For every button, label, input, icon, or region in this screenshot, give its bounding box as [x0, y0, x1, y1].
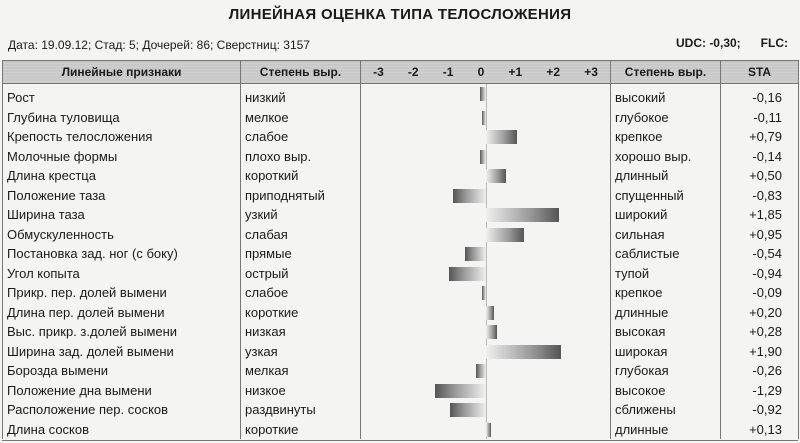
header-low-degree: Степень выр. [241, 61, 361, 84]
deviation-bar [465, 247, 486, 261]
sta-value: -0,14 [721, 147, 799, 167]
high-degree: тупой [611, 264, 721, 284]
trait-name: Ширина таза [3, 205, 241, 225]
table-bottom-border [2, 440, 798, 441]
scale-tick-label: +3 [584, 65, 598, 79]
table-row [3, 400, 799, 420]
sta-value: -0,83 [721, 186, 799, 206]
scale-tick-label: +1 [508, 65, 523, 79]
scale-labels [361, 65, 610, 79]
deviation-bar [486, 208, 559, 222]
trait-name: Обмускуленность [3, 225, 241, 245]
trait-name: Молочные формы [3, 147, 241, 167]
deviation-bar-cell [361, 381, 611, 401]
deviation-bar [486, 325, 497, 339]
low-degree: короткие [241, 303, 361, 323]
deviation-bar-cell [361, 84, 611, 108]
header-sta: STA [721, 61, 799, 84]
trait-name: Прикр. пер. долей вымени [3, 283, 241, 303]
deviation-bar-cell [361, 127, 611, 147]
table-row [3, 147, 799, 167]
deviation-bar-cell [361, 400, 611, 420]
deviation-bar [480, 150, 486, 164]
low-degree: узкая [241, 342, 361, 362]
low-degree: мелкое [241, 108, 361, 128]
sta-value: -0,54 [721, 244, 799, 264]
trait-name: Положение таза [3, 186, 241, 206]
deviation-bar [476, 364, 486, 378]
header-row [3, 61, 799, 84]
table-row [3, 244, 799, 264]
low-degree: короткие [241, 420, 361, 440]
table-row [3, 225, 799, 245]
low-degree: раздвинуты [241, 400, 361, 420]
table-row [3, 283, 799, 303]
trait-name: Глубина туловища [3, 108, 241, 128]
deviation-bar-cell [361, 342, 611, 362]
trait-name: Угол копыта [3, 264, 241, 284]
table-row [3, 264, 799, 284]
trait-name: Борозда вымени [3, 361, 241, 381]
low-degree: плохо выр. [241, 147, 361, 167]
deviation-bar-cell [361, 225, 611, 245]
high-degree: саблистые [611, 244, 721, 264]
deviation-bar [482, 286, 486, 300]
trait-name: Ширина зад. долей вымени [3, 342, 241, 362]
sta-value: +0,50 [721, 166, 799, 186]
scale-tick-label: -1 [442, 65, 454, 79]
report-meta: Дата: 19.09.12; Стад: 5; Дочерей: 86; Сверстниц: 3157 [8, 38, 310, 52]
sta-value: +0,28 [721, 322, 799, 342]
deviation-bar [486, 423, 491, 437]
trait-name: Положение дна вымени [3, 381, 241, 401]
table-row [3, 186, 799, 206]
sta-value: -0,94 [721, 264, 799, 284]
deviation-bar-cell [361, 420, 611, 440]
deviation-bar [486, 130, 517, 144]
high-degree: длинные [611, 420, 721, 440]
high-degree: высокий [611, 84, 721, 108]
sta-value: +0,95 [721, 225, 799, 245]
scale-tick-label: 0 [477, 65, 485, 79]
high-degree: крепкое [611, 283, 721, 303]
deviation-bar-cell [361, 186, 611, 206]
sta-value: -0,09 [721, 283, 799, 303]
high-degree: длинный [611, 166, 721, 186]
scale-tick-label: -3 [373, 65, 384, 79]
high-degree: длинные [611, 303, 721, 323]
high-degree: сильная [611, 225, 721, 245]
low-degree: прямые [241, 244, 361, 264]
high-degree: высокое [611, 381, 721, 401]
deviation-bar-cell [361, 147, 611, 167]
table-row [3, 342, 799, 362]
deviation-bar-cell [361, 322, 611, 342]
low-degree: низкая [241, 322, 361, 342]
high-degree: спущенный [611, 186, 721, 206]
trait-name: Длина пер. долей вымени [3, 303, 241, 323]
trait-name: Длина крестца [3, 166, 241, 186]
deviation-bar-cell [361, 108, 611, 128]
trait-name: Выс. прикр. з.долей вымени [3, 322, 241, 342]
table-row [3, 84, 799, 108]
sta-value: +0,13 [721, 420, 799, 440]
sta-value: -0,11 [721, 108, 799, 128]
low-degree: низкое [241, 381, 361, 401]
high-degree: глубокая [611, 361, 721, 381]
trait-name: Длина сосков [3, 420, 241, 440]
low-degree: слабое [241, 283, 361, 303]
table-row [3, 420, 799, 440]
high-degree: глубокое [611, 108, 721, 128]
deviation-bar-cell [361, 166, 611, 186]
table-row [3, 303, 799, 323]
deviation-bar [482, 111, 486, 125]
header-scale [361, 61, 611, 84]
deviation-bar-cell [361, 303, 611, 323]
low-degree: острый [241, 264, 361, 284]
report-title: ЛИНЕЙНАЯ ОЦЕНКА ТИПА ТЕЛОСЛОЖЕНИЯ [228, 6, 572, 23]
low-degree: слабое [241, 127, 361, 147]
sta-value: +0,79 [721, 127, 799, 147]
udc-flc: UDC: -0,30; FLC: [675, 36, 788, 50]
deviation-bar-cell [361, 205, 611, 225]
deviation-bar [486, 169, 506, 183]
deviation-bar [435, 384, 486, 398]
high-degree: широкий [611, 205, 721, 225]
low-degree: узкий [241, 205, 361, 225]
high-degree: высокая [611, 322, 721, 342]
table-row [3, 381, 799, 401]
deviation-bar-cell [361, 361, 611, 381]
low-degree: мелкая [241, 361, 361, 381]
deviation-bar-cell [361, 283, 611, 303]
trait-name: Крепость телосложения [3, 127, 241, 147]
scale-tick-label: -2 [407, 65, 419, 79]
low-degree: приподнятый [241, 186, 361, 206]
sta-value: -0,26 [721, 361, 799, 381]
header-trait: Линейные признаки [3, 61, 241, 84]
table-row [3, 108, 799, 128]
low-degree: низкий [241, 84, 361, 108]
deviation-bar [450, 403, 486, 417]
header-high-degree: Степень выр. [611, 61, 721, 84]
high-degree: хорошо выр. [611, 147, 721, 167]
table-row [3, 361, 799, 381]
table-row [3, 166, 799, 186]
linear-evaluation-table [2, 60, 799, 439]
deviation-bar [486, 345, 561, 359]
scale-tick-label: +2 [546, 65, 561, 79]
sta-value: +1,85 [721, 205, 799, 225]
deviation-bar-cell [361, 264, 611, 284]
sta-value: -0,16 [721, 84, 799, 108]
trait-name: Постановка зад. ног (с боку) [3, 244, 241, 264]
trait-name: Расположение пер. сосков [3, 400, 241, 420]
table-row [3, 322, 799, 342]
deviation-bar [449, 267, 486, 281]
table-row [3, 205, 799, 225]
trait-name: Рост [3, 84, 241, 108]
sta-value: -1,29 [721, 381, 799, 401]
sta-value: -0,92 [721, 400, 799, 420]
high-degree: широкая [611, 342, 721, 362]
deviation-bar [486, 306, 494, 320]
deviation-bar [453, 189, 486, 203]
high-degree: сближены [611, 400, 721, 420]
low-degree: слабая [241, 225, 361, 245]
low-degree: короткий [241, 166, 361, 186]
sta-value: +0,20 [721, 303, 799, 323]
deviation-bar [486, 228, 524, 242]
high-degree: крепкое [611, 127, 721, 147]
deviation-bar-cell [361, 244, 611, 264]
sta-value: +1,90 [721, 342, 799, 362]
deviation-bar [480, 87, 486, 101]
table-row [3, 127, 799, 147]
